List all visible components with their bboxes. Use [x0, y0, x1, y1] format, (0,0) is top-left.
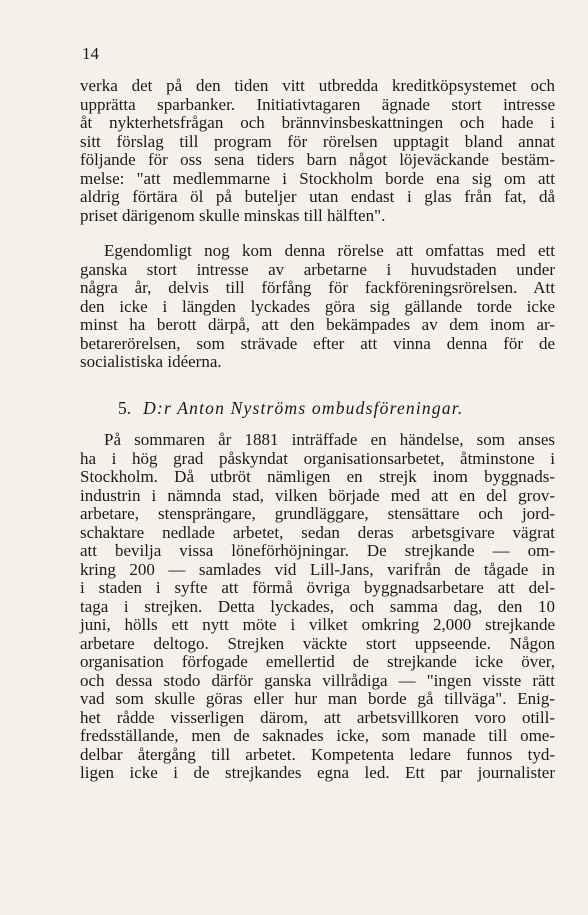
text-line: vad som skulle göras eller hur man borde gå tillväga". Enig- — [80, 689, 555, 708]
page-number: 14 — [82, 44, 99, 63]
text-line: fredsställande, men de saknades icke, som manade till ome- — [80, 726, 555, 745]
text-line: verka det på den tiden vitt utbredda kreditköpsystemet och — [80, 76, 555, 95]
text-line: delbar återgång till arbetet. Kompetenta ledare funnos tyd- — [80, 744, 555, 764]
section-heading — [118, 398, 463, 418]
text-line: att bevilja vissa löneförhöjningar. De strejkande — om- — [80, 541, 555, 560]
text-line: Stockholm. Då utbröt nämligen en strejk inom byggnads- — [80, 467, 555, 486]
text-line: taga i strejken. Detta lyckades, och samma dag, den 10 — [80, 596, 555, 616]
text-line: På sommaren år 1881 inträffade en händelse, som anses — [104, 430, 555, 449]
text-line: Egendomligt nog kom denna rörelse att omfattas med ett — [104, 241, 555, 260]
text-line: juni, hölls ett nytt möte i vilket omkring 2,000 strejkande — [80, 615, 555, 634]
text-line: schaktare nedlade arbetet, sedan deras arbetsgivare vägrat — [80, 522, 555, 542]
text-line: melse: "att medlemmarne i Stockholm borde ena sig om att — [80, 168, 555, 188]
text-line: ligen icke i de strejkandes egna led. Ett par journalister — [80, 763, 555, 782]
paragraph-3 — [80, 431, 555, 783]
text-line: i staden i syfte att förmå övriga byggnadsarbetare att del- — [80, 578, 555, 597]
text-line: betarerörelsen, som strävade efter att vinna denna för de — [80, 333, 555, 353]
text-line: socialistiska idéerna. — [80, 352, 222, 371]
text-line: ganska stort intresse av arbetarne i huvudstaden under — [80, 259, 555, 279]
text-line: minst ha berott därpå, att den bekämpades av dem inom ar- — [80, 315, 555, 334]
section-number: 5. — [118, 398, 132, 418]
paragraph-2 — [80, 242, 555, 372]
text-line: ha i hög grad påskyndat organisationsarbetet, åtminstone i — [80, 448, 555, 468]
text-line: några år, delvis till förfång för fackföreningsrörelsen. Att — [80, 278, 555, 297]
text-line: arbetare, stensprängare, grundläggare, stensättare och jord- — [80, 504, 555, 523]
text-line: priset därigenom skulle minskas till hälften". — [80, 205, 386, 225]
text-line: organisation förfogade emellertid de strejkande icke över, — [80, 652, 555, 671]
text-line: sitt förslag till program för rörelsen upptagit bland annat — [80, 131, 555, 151]
section-title: D:r Anton Nyströms ombudsföreningar. — [143, 398, 464, 418]
text-line: följande för oss sena tiders barn något löjeväckande bestäm- — [80, 150, 555, 169]
text-line: kring 200 — samlades vid Lill-Jans, varifrån de tågade in — [80, 559, 555, 579]
text-line: åt nykterhetsfrågan och brännvinsbeskattningen och hade i — [80, 113, 555, 132]
text-line: industrin i nämnda stad, vilken började med att en del grov- — [80, 485, 555, 505]
text-line: den icke i längden lyckades göra sig gällande torde icke — [80, 296, 555, 316]
text-line: arbetare deltogo. Strejken väckte stort uppseende. Någon — [80, 633, 555, 653]
text-line: upprätta sparbanker. Initiativtagaren ägnade stort intresse — [80, 94, 555, 114]
text-line: och dessa stodo därför ganska villrådiga — "ingen visste rätt — [80, 670, 555, 690]
text-line: het rådde visserligen därom, att arbetsvillkoren voro otill- — [80, 707, 555, 727]
paragraph-1 — [80, 77, 555, 225]
text-line: aldrig förtära öl på buteljer utan endast i glas från fat, då — [80, 187, 555, 206]
